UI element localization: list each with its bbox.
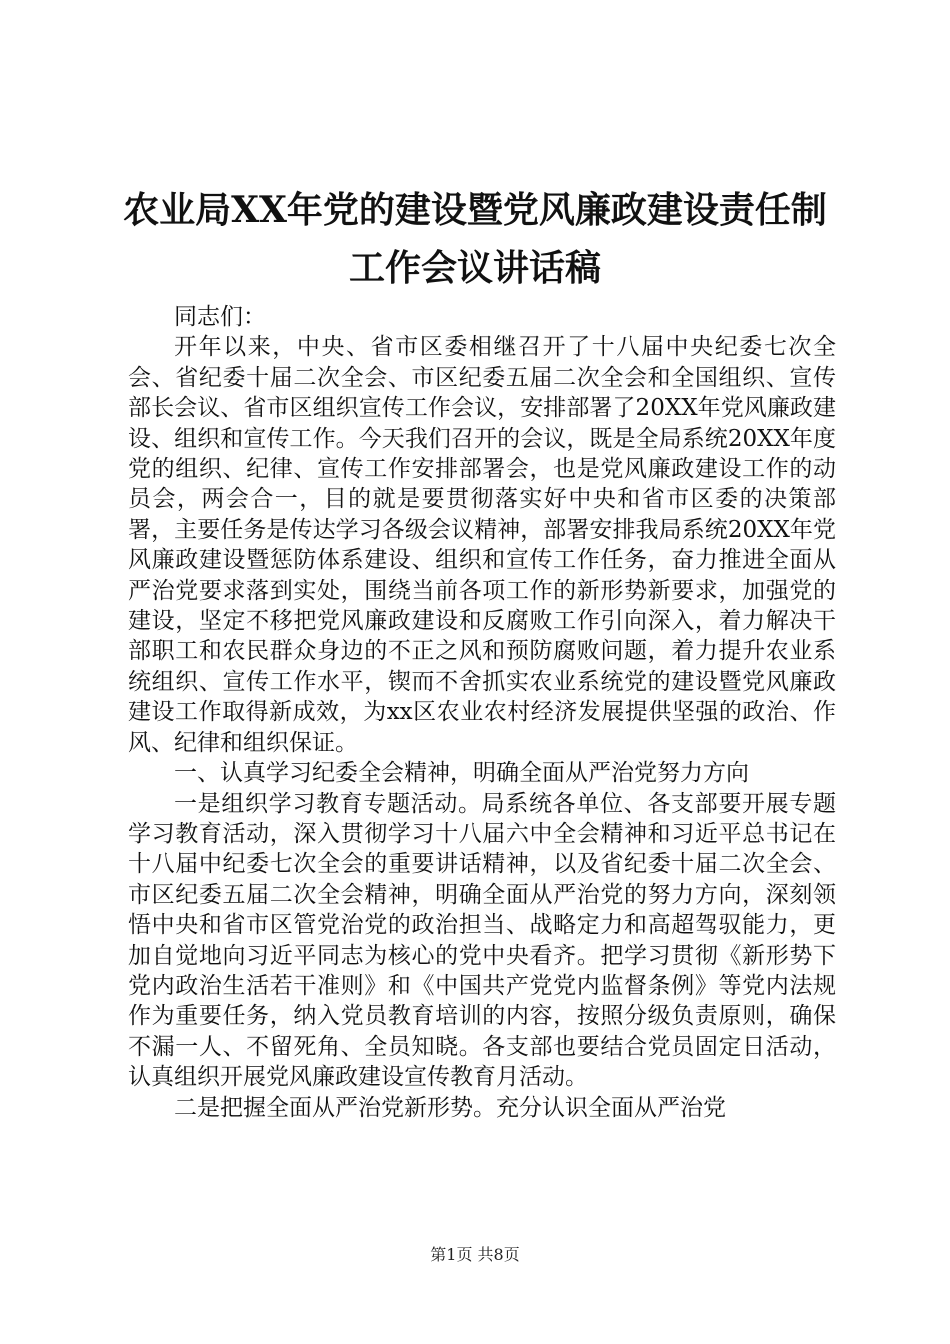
section-heading-1: 一、认真学习纪委全会精神，明确全面从严治党努力方向 [174,760,749,787]
paragraph-point-1: 一是组织学习教育专题活动。局系统各单位、各支部要开展专题学习教育活动，深入贯彻学习十八届六中全会精神和习近平总书记在十八届中纪委七次全会的重要讲话精神，以及省纪委十届二次全会、市区纪委五届二次全会精神，明确全面从严治党的努力方向，深刻领悟中央和省市区管党治党的政治担当、战略定力和高超驾驭能力，更加自觉地向习近平同志为核心的党中央看齐。把学习贯彻《新形势下党内政治生活若干准则》和《中国共产党党内监督条例》等党内法规作为重要任务，纳入党员教育培训的内容，按照分级负责原则，确保不漏一人、不留死角、全员知晓。各支部也要结合党员固定日活动，认真组织开展党风廉政建设宣传教育月活动。 [128,790,836,1091]
paragraph-intro: 开年以来，中央、省市区委相继召开了十八届中央纪委七次全会、省纪委十届二次全会、市区纪委五届二次全会和全国组织、宣传部长会议、省市区组织宣传工作会议，安排部署了20XX年党风廉政建设、组织和宣传工作。今天我们召开的会议，既是全局系统20XX年度党的组织、纪律、宣传工作安排部署会，也是党风廉政建设工作的动员会，两会合一，目的就是要贯彻落实好中央和省市区委的决策部署，主要任务是传达学习各级会议精神，部署安排我局系统20XX年党风廉政建设暨惩防体系建设、组织和宣传工作任务，奋力推进全面从严治党要求落到实处，围绕当前各项工作的新形势新要求，加强党的建设，坚定不移把党风廉政建设和反腐败工作引向深入，着力解决干部职工和农民群众身边的不正之风和预防腐败问题，着力提升农业系统组织、宣传工作水平，锲而不舍抓实农业系统党的建设暨党风廉政建设工作取得新成效，为xx区农业农村经济发展提供坚强的政治、作风、纪律和组织保证。 [128,334,836,756]
document-title-line-1: 农业局XX年党的建设暨党风廉政建设责任制 [123,189,827,231]
salutation: 同志们： [174,304,266,330]
document-title-line-2: 工作会议讲话稿 [348,247,601,289]
page-number-footer: 第1页 共8页 [430,1245,520,1264]
paragraph-point-2: 二是把握全面从严治党新形势。充分认识全面从严治党 [174,1094,726,1121]
document-body [128,302,836,1123]
